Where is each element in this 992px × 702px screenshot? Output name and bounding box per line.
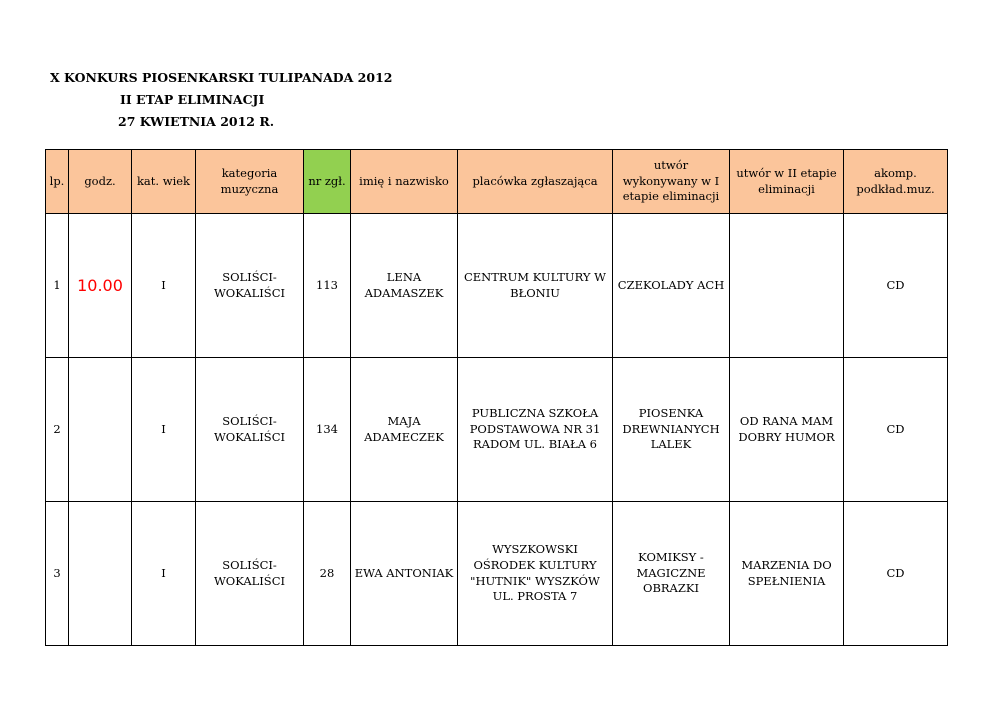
table-row	[46, 358, 948, 502]
cell-kategoria: SOLIŚCI-WOKALIŚCI	[196, 358, 304, 502]
cell-godz: 10.00	[69, 214, 132, 358]
cell-utwor1: CZEKOLADY ACH	[613, 214, 730, 358]
col-header-nr: nr zgł.	[304, 150, 351, 214]
cell-imie: MAJA ADAMECZEK	[351, 358, 458, 502]
cell-kat-wiek: I	[132, 358, 196, 502]
table-row	[46, 502, 948, 646]
col-header-akomp: akomp. podkład.muz.	[844, 150, 948, 214]
cell-godz	[69, 358, 132, 502]
cell-nr: 28	[304, 502, 351, 646]
document-date: 27 KWIETNIA 2012 R.	[118, 114, 275, 129]
cell-utwor2: OD RANA MAM DOBRY HUMOR	[730, 358, 844, 502]
cell-utwor2: MARZENIA DO SPEŁNIENIA	[730, 502, 844, 646]
cell-lp: 1	[46, 214, 69, 358]
header-row	[46, 150, 948, 214]
cell-akomp: CD	[844, 358, 948, 502]
table-row	[46, 214, 948, 358]
cell-placowka: PUBLICZNA SZKOŁA PODSTAWOWA NR 31 RADOM UL. BIAŁA 6	[458, 358, 613, 502]
cell-kat-wiek: I	[132, 214, 196, 358]
col-header-placowka: placówka zgłaszająca	[458, 150, 613, 214]
cell-placowka: WYSZKOWSKI OŚRODEK KULTURY "HUTNIK" WYSZKÓW UL. PROSTA 7	[458, 502, 613, 646]
col-header-lp: lp.	[46, 150, 69, 214]
cell-kategoria: SOLIŚCI-WOKALIŚCI	[196, 502, 304, 646]
cell-imie: EWA ANTONIAK	[351, 502, 458, 646]
document-subtitle: II ETAP ELIMINACJI	[120, 92, 265, 107]
cell-lp: 2	[46, 358, 69, 502]
cell-utwor1: KOMIKSY - MAGICZNE OBRAZKI	[613, 502, 730, 646]
cell-nr: 134	[304, 358, 351, 502]
col-header-utwor2: utwór w II etapie eliminacji	[730, 150, 844, 214]
cell-nr: 113	[304, 214, 351, 358]
cell-placowka: CENTRUM KULTURY W BŁONIU	[458, 214, 613, 358]
col-header-kat-wiek: kat. wiek	[132, 150, 196, 214]
cell-imie: LENA ADAMASZEK	[351, 214, 458, 358]
cell-lp: 3	[46, 502, 69, 646]
cell-kategoria: SOLIŚCI-WOKALIŚCI	[196, 214, 304, 358]
cell-kat-wiek: I	[132, 502, 196, 646]
cell-akomp: CD	[844, 214, 948, 358]
col-header-utwor1: utwór wykonywany w I etapie eliminacji	[613, 150, 730, 214]
cell-utwor2	[730, 214, 844, 358]
cell-akomp: CD	[844, 502, 948, 646]
col-header-imie: imię i nazwisko	[351, 150, 458, 214]
document-title: X KONKURS PIOSENKARSKI TULIPANADA 2012	[50, 70, 393, 85]
cell-godz	[69, 502, 132, 646]
cell-utwor1: PIOSENKA DREWNIANYCH LALEK	[613, 358, 730, 502]
col-header-kategoria: kategoria muzyczna	[196, 150, 304, 214]
col-header-godz: godz.	[69, 150, 132, 214]
participants-table	[45, 149, 948, 646]
